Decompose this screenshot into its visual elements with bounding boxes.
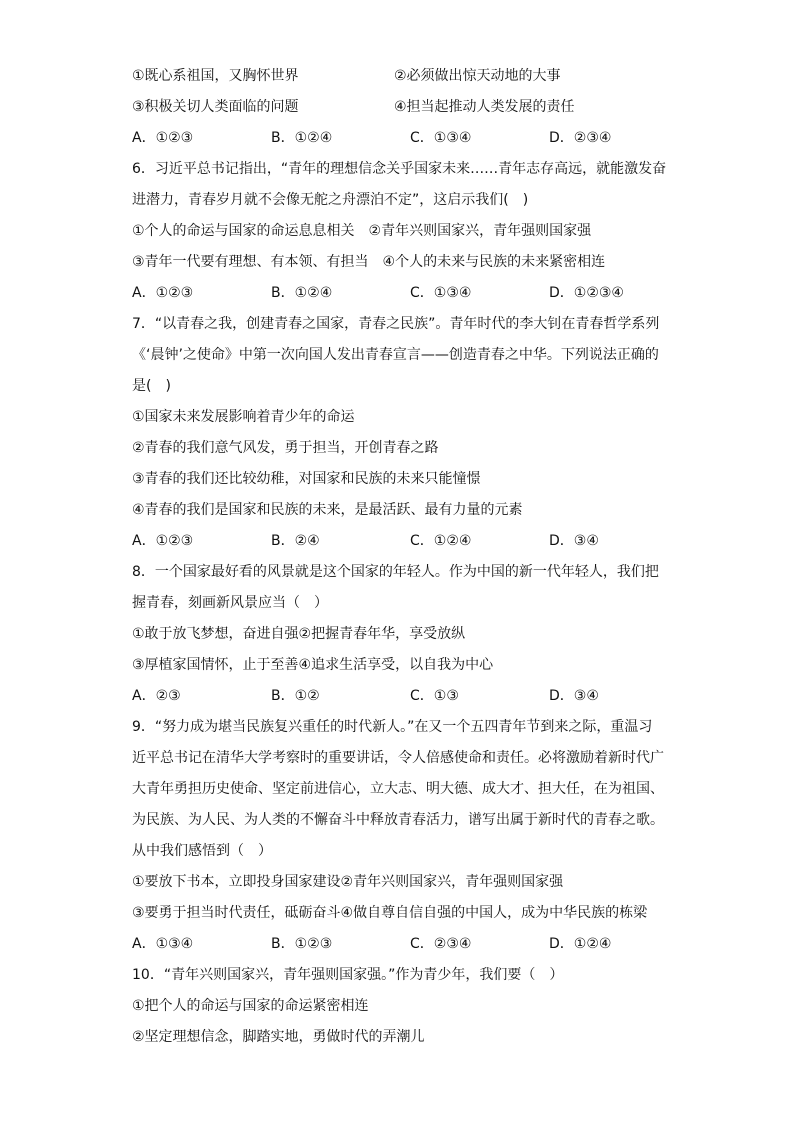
choice: ③要勇于担当时代责任，砥砺奋斗④做自尊自信自强的中国人，成为中华民族的栋梁 — [132, 905, 648, 921]
answer-options — [132, 930, 672, 961]
choice: ②坚定理想信念，脚踏实地，勇做时代的弄潮儿 — [132, 1029, 425, 1045]
question-stem: 进潜力，青春岁月就不会像无舵之舟漂泊不定”，这启示我们( ) — [132, 192, 529, 208]
question-stem: 《‘晨钟’之使命》中第一次向国人发出青春宣言——创造青春之中华。下列说法正确的 — [132, 347, 659, 363]
choice: ③青年一代要有理想、有本领、有担当 ④个人的未来与民族的未来紧密相连 — [132, 254, 606, 270]
question-10 — [132, 961, 672, 1054]
choice: ①把个人的命运与国家的命运紧密相连 — [132, 998, 369, 1014]
question-stem: 从中我们感悟到（ ） — [132, 843, 272, 859]
option-d: D．②③④ — [549, 130, 612, 146]
choice: ①个人的命运与国家的命运息息相关 ②青年兴则国家兴，青年强则国家强 — [132, 223, 592, 239]
answer-options — [132, 527, 672, 558]
option-c: C．①②④ — [410, 533, 472, 549]
question-stem: 6．习近平总书记指出，“青年的理想信念关乎国家未来……青年志存高远，就能激发奋 — [132, 161, 667, 177]
question-6 — [132, 155, 672, 310]
option-c: C．②③④ — [410, 936, 472, 952]
question-stem: 大青年勇担历史使命、坚定前进信心，立大志、明大德、成大才、担大任，在为祖国、 — [132, 781, 664, 797]
option-d: D．③④ — [549, 533, 599, 549]
choice: ②必须做出惊天动地的大事 — [394, 68, 561, 84]
choice: ③积极关切人类面临的问题 — [132, 99, 299, 115]
question-7 — [132, 310, 672, 558]
choice: ④青春的我们是国家和民族的未来，是最活跃、最有力量的元素 — [132, 502, 523, 518]
choice: ①既心系祖国，又胸怀世界 — [132, 68, 299, 84]
question-8 — [132, 558, 672, 713]
option-c: C．①③ — [410, 688, 459, 704]
choice: ④担当起推动人类发展的责任 — [394, 99, 575, 115]
choice-row — [132, 62, 672, 93]
option-b: B．①②③ — [271, 936, 333, 952]
choice: ③厚植家国情怀，止于至善④追求生活享受，以自我为中心 — [132, 657, 494, 673]
option-b: B．①②④ — [271, 285, 333, 301]
option-c: C．①③④ — [410, 285, 472, 301]
question-stem: 握青春，刻画新风景应当（ ） — [132, 595, 328, 611]
answer-options — [132, 682, 672, 713]
answer-options — [132, 279, 672, 310]
choice: ③青春的我们还比较幼稚，对国家和民族的未来只能憧憬 — [132, 471, 481, 487]
question-stem: 7．“以青春之我，创建青春之国家，青春之民族”。青年时代的李大钊在青春哲学系列 — [132, 316, 660, 332]
option-d: D．③④ — [549, 688, 599, 704]
option-a: A．①③④ — [132, 936, 194, 952]
option-a: A．①②③ — [132, 130, 194, 146]
option-a: A．②③ — [132, 688, 181, 704]
option-b: B．①②④ — [271, 130, 333, 146]
option-d: D．①②③④ — [549, 285, 624, 301]
question-list — [132, 62, 672, 1054]
option-c: C．①③④ — [410, 130, 472, 146]
question-stem: 8．一个国家最好看的风景就是这个国家的年轻人。作为中国的新一代年轻人，我们把 — [132, 564, 659, 580]
choice-row — [132, 93, 672, 124]
question-stem: 9．“努力成为堪当民族复兴重任的时代新人。”在又一个五四青年节到来之际，重温习 — [132, 719, 653, 735]
answer-options — [132, 124, 672, 155]
choice: ①敢于放飞梦想，奋进自强②把握青春年华，享受放纵 — [132, 626, 466, 642]
option-b: B．②④ — [271, 533, 320, 549]
option-b: B．①② — [271, 688, 320, 704]
question-stem: 为民族、为人民、为人类的不懈奋斗中释放青春活力，谱写出属于新时代的青春之歌。 — [132, 812, 664, 828]
question-9 — [132, 713, 672, 961]
question-5-tail — [132, 62, 672, 155]
choice: ①国家未来发展影响着青少年的命运 — [132, 409, 355, 425]
option-d: D．①②④ — [549, 936, 612, 952]
option-a: A．①②③ — [132, 285, 194, 301]
choice: ②青春的我们意气风发，勇于担当，开创青春之路 — [132, 440, 439, 456]
question-stem: 近平总书记在清华大学考察时的重要讲话，令人倍感使命和责任。必将激励着新时代广 — [132, 750, 664, 766]
question-stem: 10．“青年兴则国家兴，青年强则国家强。”作为青少年，我们要（ ） — [132, 967, 564, 983]
question-stem: 是( ) — [132, 378, 171, 394]
option-a: A．①②③ — [132, 533, 194, 549]
choice: ①要放下书本，立即投身国家建设②青年兴则国家兴，青年强则国家强 — [132, 874, 564, 890]
